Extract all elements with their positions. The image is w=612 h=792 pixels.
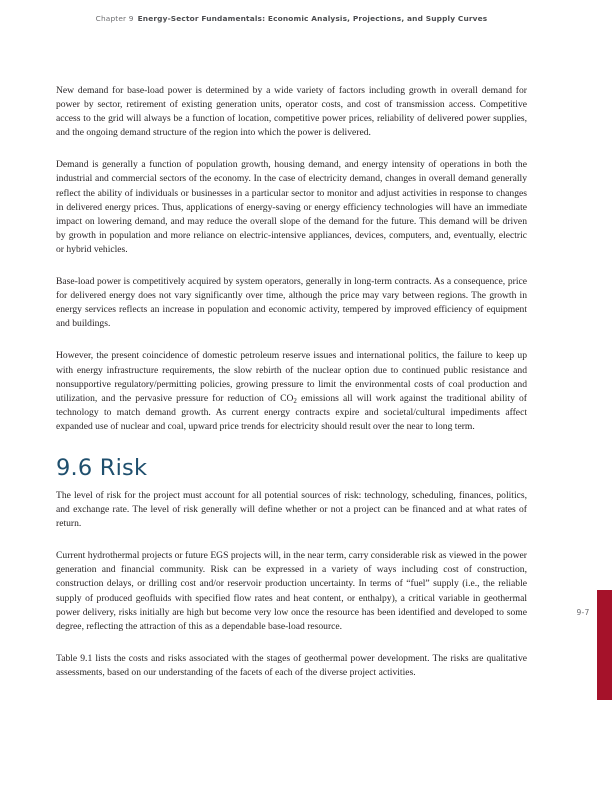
- chapter-thumb-tab: [597, 590, 612, 700]
- paragraph-base-load-pricing: Base-load power is competitively acquired by system operators, generally in long-term contracts. As a consequence, price for delivered energy does not vary significantly over time, although the price may vary between regions. The growth in energy services reflects an increase in population and economic activity, tempered by improved efficiency of equipment and buildings.: [56, 276, 527, 330]
- paragraph-demand-function: Demand is generally a function of population growth, housing demand, and energy intensity of operations in both the industrial and commercial sectors of the economy. In the case of electricity demand, changes in overall demand generally reflect the ability of individuals or businesses in a particular sector to monitor and adjust activities in response to changes in delivered energy prices. Thus, applications of energy-saving or energy efficiency technologies will have an immediate impact on lowering demand, and may reduce the overall slope of the demand for the future. This demand will be driven by growth in population and more reliance on electric-intensive appliances, devices, computers, and, eventually, electric or hybrid vehicles.: [56, 159, 527, 255]
- body-text-column: [56, 84, 527, 698]
- paragraph-project-risk: Current hydrothermal projects or future EGS projects will, in the near term, carry considerable risk as viewed in the power generation and financial community. Risk can be expressed in a variety of ways including cost of construction, construction delays, or drilling cost and/or reservoir production uncertainty. In terms of “fuel” supply (i.e., the reliable supply of produced geofluids with specified flow rates and heat content, or enthalpy), a critical variable in geothermal power delivery, risks initially are high but become very low once the resource has been identified and developed to some degree, reflecting the attraction of this as a dependable base-load resource.: [56, 550, 527, 632]
- running-header-chapter-title: Energy-Sector Fundamentals: Economic Analysis, Projections, and Supply Curves: [137, 14, 488, 23]
- paragraph-risk-sources: The level of risk for the project must account for all potential sources of risk: technology, scheduling, finances, politics, and exchange rate. The level of risk generally will define whether or not a project can be financed and at what rates of return.: [56, 489, 527, 530]
- section-heading-risk: 9.6 Risk: [56, 454, 148, 481]
- page-number: 9-7: [576, 608, 590, 617]
- paragraph-supply-pressures-part-2: emissions all will work against the traditional ability of technology to match demand growth. As current energy contracts expire and societal/cultural impediments affect expanded use of nuclear and coal, upward price trends for electricity should result over the near to long term.: [56, 392, 527, 432]
- running-header: [56, 14, 527, 23]
- co2-subscript: 2: [293, 397, 297, 405]
- paragraph-supply-pressures-part-1: However, the present coincidence of domestic petroleum reserve issues and international politics, the failure to keep up with energy infrastructure requirements, the slow rebirth of the nuclear option due to continued public resistance and nonsupportive regulatory/permitting policies, growing pressure to limit the environmental costs of coal production and utilization, and the pervasive pressure for reduction of CO: [56, 350, 527, 404]
- paragraph-demand-factors: New demand for base-load power is determined by a wide variety of factors including growth in overall demand for power by sector, retirement of existing generation units, operator costs, and cost of transmission access. Competitive access to the grid will always be a function of location, competitive power prices, reliability of delivered power supplies, and the ongoing demand structure of the region into which the power is delivered.: [56, 85, 527, 139]
- running-header-chapter-label: Chapter 9: [95, 14, 134, 23]
- paragraph-table-reference: Table 9.1 lists the costs and risks associated with the stages of geothermal power development. The risks are qualitative assessments, based on our understanding of the facets of each of the diverse project activities.: [56, 652, 527, 678]
- paragraph-supply-pressures: [56, 349, 527, 434]
